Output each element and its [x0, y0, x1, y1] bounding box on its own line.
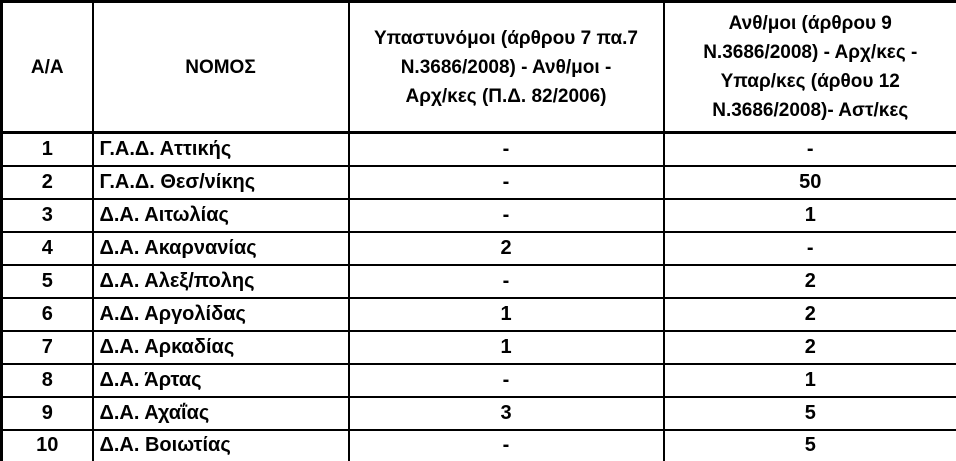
anthmoi-value-cell: 2 [664, 298, 956, 331]
anthmoi-value-cell: 50 [664, 166, 956, 199]
row-index-cell: 5 [2, 265, 93, 298]
anthmoi-value-cell: - [664, 232, 956, 265]
table-row [2, 430, 956, 461]
row-index-cell: 2 [2, 166, 93, 199]
ypastynomoi-value-cell: - [349, 133, 664, 166]
anthmoi-value-cell: 2 [664, 331, 956, 364]
table-row [2, 199, 956, 232]
ypastynomoi-value-cell: - [349, 265, 664, 298]
row-index-cell: 7 [2, 331, 93, 364]
table-row [2, 265, 956, 298]
anthmoi-value-cell: - [664, 133, 956, 166]
nomos-cell: Δ.Α. Άρτας [93, 364, 349, 397]
ypastynomoi-value-cell: - [349, 430, 664, 461]
table-row [2, 397, 956, 430]
anthmoi-value-cell: 1 [664, 199, 956, 232]
header-anthypastynomoi-line-2: Ν.3686/2008) - Αρχ/κες - [703, 42, 918, 63]
nomos-cell: Δ.Α. Αρκαδίας [93, 331, 349, 364]
nomos-cell: Γ.Α.Δ. Αττικής [93, 133, 349, 166]
row-index-cell: 3 [2, 199, 93, 232]
ypastynomoi-value-cell: 1 [349, 331, 664, 364]
header-row [2, 2, 956, 133]
header-ypastynomoi-line-3: Αρχ/κες (Π.Δ. 82/2006) [405, 85, 607, 107]
nomos-cell: Δ.Α. Βοιωτίας [93, 430, 349, 461]
anthmoi-value-cell: 5 [664, 397, 956, 430]
table-row [2, 364, 956, 397]
anthmoi-value-cell: 1 [664, 364, 956, 397]
anthmoi-value-cell: 5 [664, 430, 956, 461]
row-index-cell: 10 [2, 430, 93, 461]
table-row [2, 166, 956, 199]
nomos-cell: Δ.Α. Αλεξ/πολης [93, 265, 349, 298]
header-anthypastynomoi-line-4: Ν.3686/2008)- Αστ/κες [712, 100, 909, 121]
table-row [2, 298, 956, 331]
row-index-cell: 9 [2, 397, 93, 430]
header-ypastynomoi [349, 2, 664, 133]
nomos-cell: Α.Δ. Αργολίδας [93, 298, 349, 331]
header-anthypastynomoi-line-3: Υπαρ/κες (άρθου 12 [720, 71, 900, 92]
header-ypastynomoi-line-2: Ν.3686/2008) - Ανθ/μοι - [400, 56, 612, 78]
header-aa: Α/Α [2, 2, 93, 133]
nomos-cell: Δ.Α. Αχαΐας [93, 397, 349, 430]
anthmoi-value-cell: 2 [664, 265, 956, 298]
ypastynomoi-value-cell: - [349, 364, 664, 397]
row-index-cell: 8 [2, 364, 93, 397]
header-ypastynomoi-line-1: Υπαστυνόμοι (άρθρου 7 πα.7 [374, 27, 638, 49]
ypastynomoi-value-cell: 1 [349, 298, 664, 331]
header-nomos: ΝΟΜΟΣ [93, 2, 349, 133]
header-anthypastynomoi [664, 2, 956, 133]
ypastynomoi-value-cell: - [349, 199, 664, 232]
header-anthypastynomoi-line-1: Ανθ/μοι (άρθρου 9 [728, 13, 892, 34]
ypastynomoi-value-cell: - [349, 166, 664, 199]
table-row [2, 232, 956, 265]
nomos-cell: Δ.Α. Ακαρνανίας [93, 232, 349, 265]
nomos-cell: Γ.Α.Δ. Θεσ/νίκης [93, 166, 349, 199]
table-row [2, 133, 956, 166]
row-index-cell: 1 [2, 133, 93, 166]
ypastynomoi-value-cell: 3 [349, 397, 664, 430]
nomos-cell: Δ.Α. Αιτωλίας [93, 199, 349, 232]
row-index-cell: 4 [2, 232, 93, 265]
table-row [2, 331, 956, 364]
row-index-cell: 6 [2, 298, 93, 331]
ypastynomoi-value-cell: 2 [349, 232, 664, 265]
